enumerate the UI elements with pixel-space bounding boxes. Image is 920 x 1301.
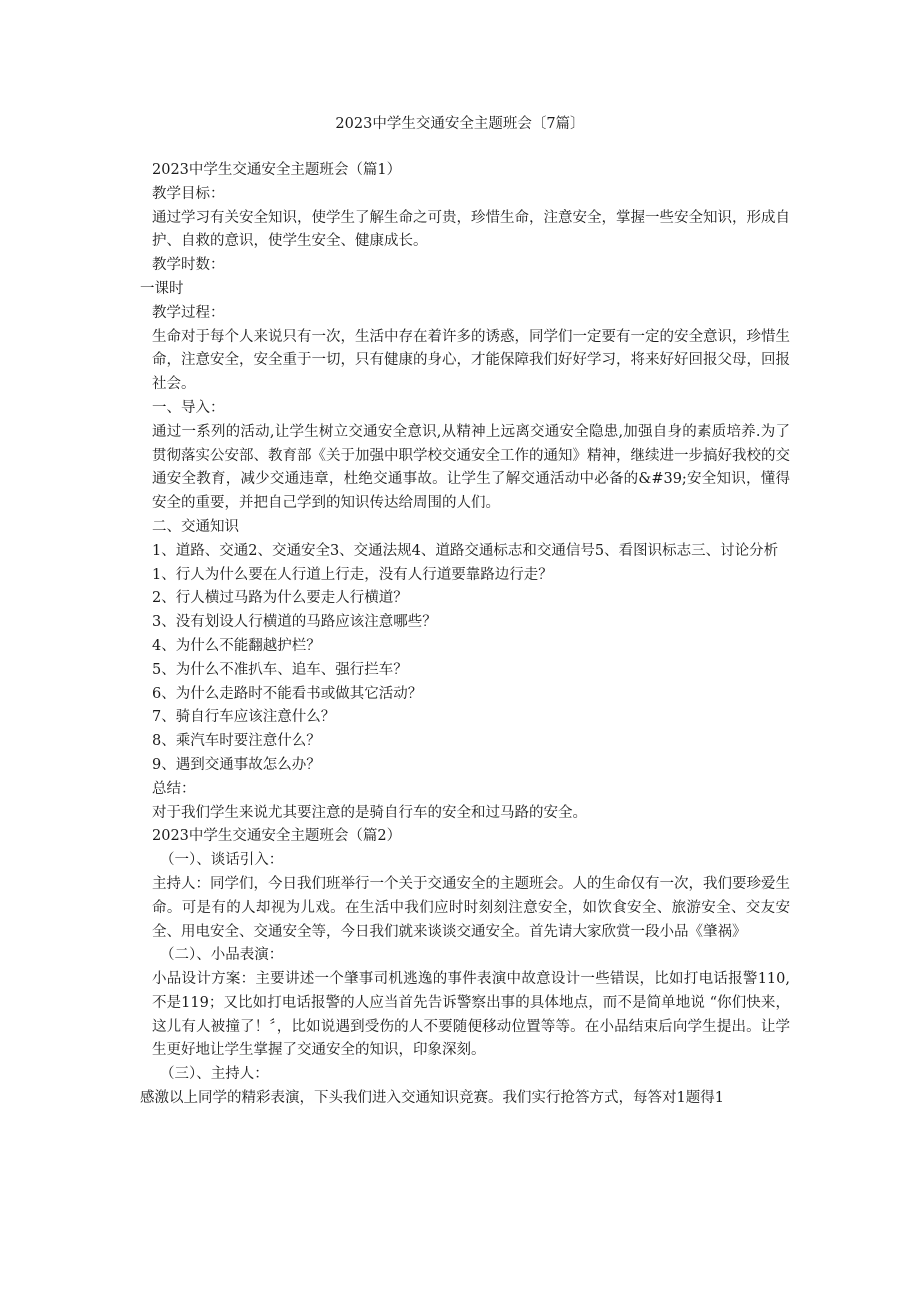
subheading: 总结： xyxy=(152,780,196,797)
subheading: 一、导入： xyxy=(152,399,225,416)
subheading: 二、交通知识 xyxy=(152,518,239,535)
paragraph: 对于我们学生来说尤其要注意的是骑自行车的安全和过马路的安全。 xyxy=(152,804,587,821)
list-item: 5、为什么不准扒车、追车、强行拦车？ xyxy=(152,661,408,678)
subheading: （二）、小品表演： xyxy=(160,947,284,964)
list-item: 2、行人横过马路为什么要走人行横道？ xyxy=(152,590,408,607)
paragraph: 1、道路、交通2、交通安全3、交通法规4、道路交通标志和交通信号5、看图识标志三、讨论分析 xyxy=(152,542,779,559)
subheading: 教学目标： xyxy=(152,185,225,202)
subheading: 教学时数： xyxy=(152,257,225,274)
subheading: （一）、谈话引入： xyxy=(160,852,284,869)
paragraph: 感激以上同学的精彩表演，下头我们进入交通知识竞赛。我们实行抢答方式，每答对1题得1 xyxy=(140,1090,724,1107)
paragraph: 通过学习有关安全知识，使学生了解生命之可贵，珍惜生命，注意安全，掌握一些安全知识，形成自护、自救的意识，使学生安全、健康成长。 xyxy=(152,209,790,250)
list-item: 9、遇到交通事故怎么办？ xyxy=(152,756,321,773)
paragraph: 生命对于每个人来说只有一次，生活中存在着许多的诱惑，同学们一定要有一定的安全意识，珍惜生命，注意安全，安全重于一切，只有健康的身心，才能保障我们好好学习，将来好好回报父母，回报社会。 xyxy=(152,328,790,393)
paragraph: 一课时 xyxy=(140,280,184,297)
paragraph: 小品设计方案：主要讲述一个肇事司机逃逸的事件表演中故意设计一些错误，比如打电话报警110,不是119；又比如打电话报警的人应当首先告诉警察出事的具体地点，而不是简单地说 “你们快来，这儿有人被撞了！〞，比如说遇到受伤的人不要随便移动位置等等。在小品结束后向学生提出。让学生更好地让学生掌握了交通安全的知识，印象深刻。 xyxy=(152,971,790,1059)
document-title: 2023中学生交通安全主题班会〔7篇〕 xyxy=(335,116,585,132)
list-item: 8、乘汽车时要注意什么？ xyxy=(152,733,321,750)
paragraph: 通过一系列的活动,让学生树立交通安全意识,从精神上远离交通安全隐患,加强自身的素质培养.为了贯彻落实公安部、教育部《关于加强中职学校交通安全工作的通知》精神，继续进一步搞好我校的交通安全教育，减少交通违章，杜绝交通事故。让学生了解交通活动中必备的&#39;安全知识，懂得安全的重要，并把自己学到的知识传达给周围的人们。 xyxy=(152,423,790,512)
section-heading-2: 2023中学生交通安全主题班会（篇2） xyxy=(152,828,402,845)
list-item: 7、骑自行车应该注意什么？ xyxy=(152,709,336,726)
subheading: 教学过程： xyxy=(152,304,225,321)
section-heading-1: 2023中学生交通安全主题班会（篇1） xyxy=(152,162,402,178)
paragraph: 主持人：同学们，今日我们班举行一个关于交通安全的主题班会。人的生命仅有一次，我们要珍爱生命。可是有的人却视为儿戏。在生活中我们应时时刻刻注意安全，如饮食安全、旅游安全、交友安全、用电安全、交通安全等，今日我们就来谈谈交通安全。首先请大家欣赏一段小品《肇祸》 xyxy=(152,875,790,940)
document-body xyxy=(140,159,790,1111)
list-item: 4、为什么不能翻越护栏？ xyxy=(152,637,321,654)
list-item: 3、没有划设人行横道的马路应该注意哪些？ xyxy=(152,614,437,631)
subheading: （三）、主持人： xyxy=(160,1066,269,1083)
list-item: 6、为什么走路时不能看书或做其它活动？ xyxy=(152,685,423,702)
list-item: 1、行人为什么要在人行道上行走，没有人行道要靠路边行走？ xyxy=(152,566,553,583)
